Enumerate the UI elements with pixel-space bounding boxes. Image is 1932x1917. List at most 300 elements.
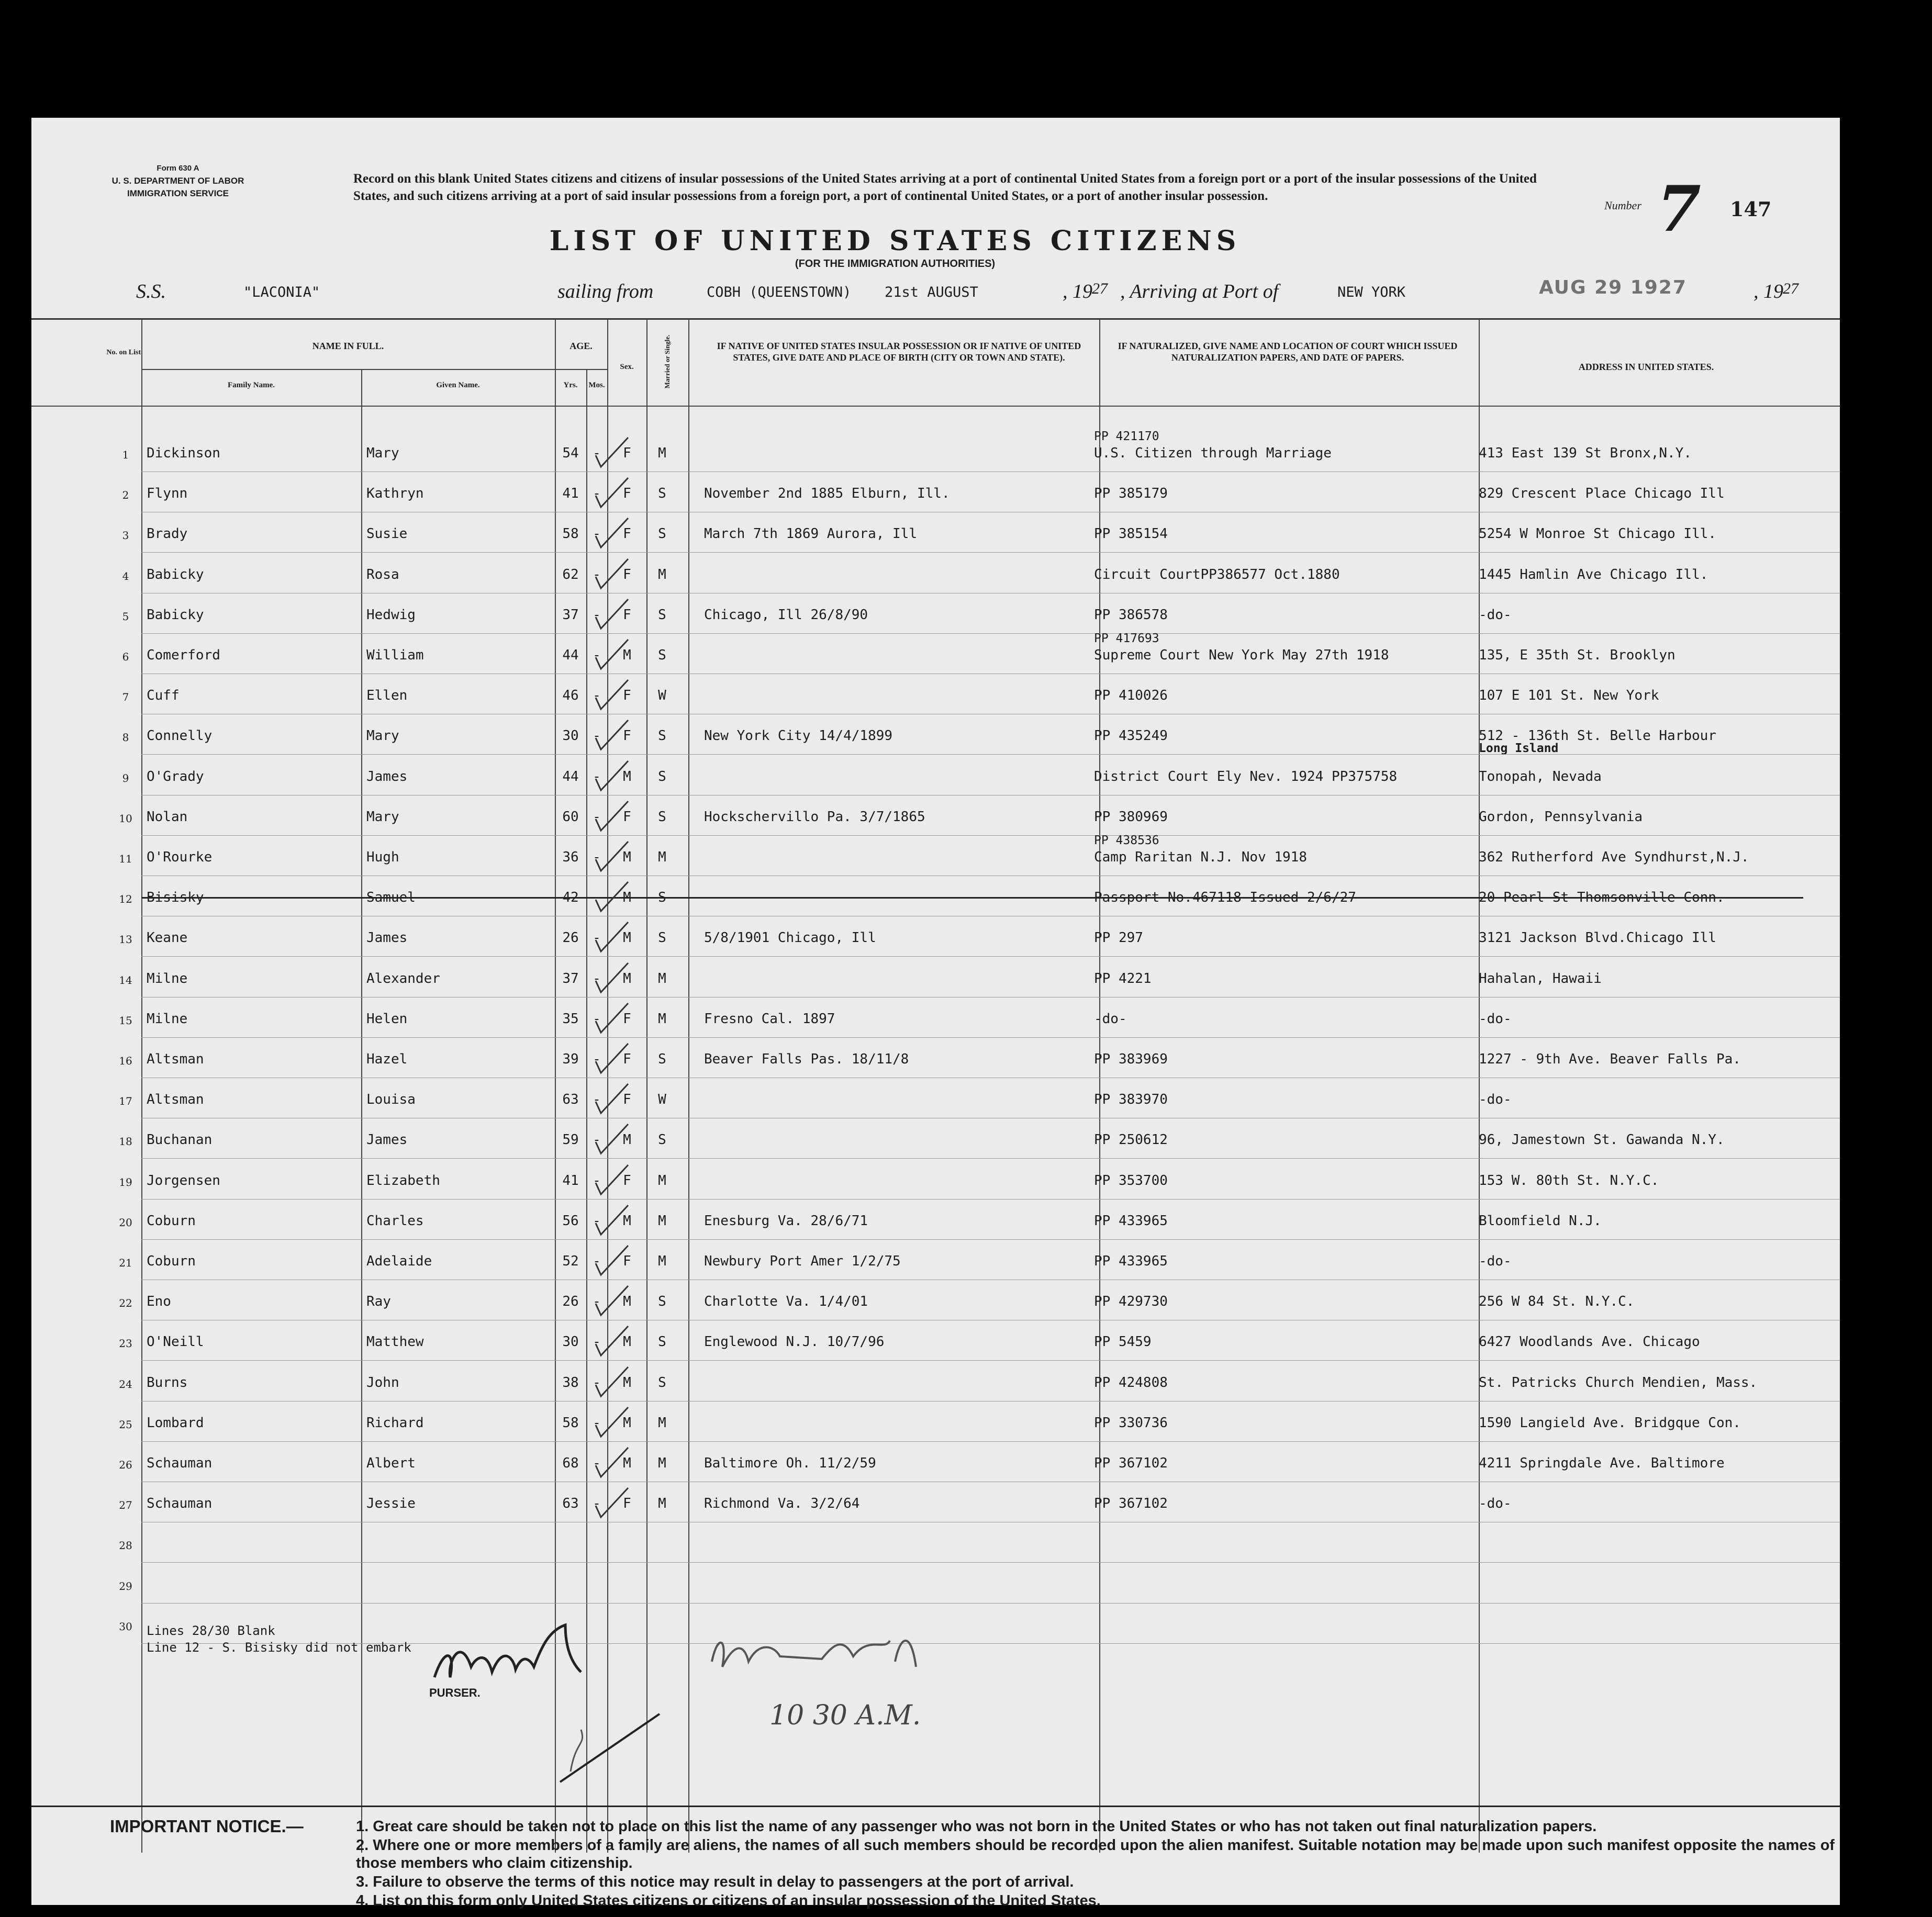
sex: F xyxy=(623,1092,631,1108)
naturalization-info: PP 5459 xyxy=(1094,1334,1152,1350)
given-name: Mary xyxy=(366,728,399,744)
marital-status: M xyxy=(658,1496,666,1512)
col-header-yrs: Yrs. xyxy=(563,381,578,389)
sex: F xyxy=(623,1496,631,1512)
row-number: 8 xyxy=(122,731,129,744)
arrival-year-suffix: 27 xyxy=(1783,280,1799,297)
table-row xyxy=(31,1038,1840,1078)
marital-status: M xyxy=(658,1172,666,1189)
given-name: James xyxy=(366,768,408,784)
marital-status: S xyxy=(658,1374,666,1391)
family-name: Bisisky xyxy=(147,890,204,906)
family-name: O'Rourke xyxy=(147,849,213,865)
passport-number: PP 421170 xyxy=(1094,430,1159,443)
row-number: 29 xyxy=(119,1579,132,1593)
check-mark xyxy=(591,434,633,471)
sex: M xyxy=(623,970,631,986)
row-number: 6 xyxy=(122,651,129,663)
family-name: Dickinson xyxy=(147,445,220,461)
given-name: James xyxy=(366,1132,408,1148)
table-row xyxy=(31,1078,1840,1118)
sex: M xyxy=(623,930,631,946)
table-row xyxy=(31,795,1840,836)
check-mark xyxy=(591,1081,633,1117)
age-months: - xyxy=(593,728,601,744)
naturalization-info: PP 250612 xyxy=(1094,1132,1168,1148)
naturalization-info: PP 383970 xyxy=(1094,1092,1168,1108)
family-name: Jorgensen xyxy=(147,1172,220,1189)
table-row xyxy=(31,1159,1840,1199)
check-mark xyxy=(591,1040,633,1077)
naturalization-info: PP 385154 xyxy=(1094,526,1168,542)
row-number: 3 xyxy=(122,529,129,542)
us-address: 135, E 35th St. Brooklyn xyxy=(1479,647,1676,663)
departure-port: COBH (QUEENSTOWN) xyxy=(707,284,852,300)
row-number: 24 xyxy=(119,1377,132,1391)
naturalization-info: PP 385179 xyxy=(1094,486,1168,502)
sex: M xyxy=(623,1294,631,1310)
age-years: 41 xyxy=(562,1172,579,1189)
table-row xyxy=(31,714,1840,755)
col-header-birth: IF NATIVE OF UNITED STATES INSULAR POSSESSION OR IF NATIVE OF UNITED STATES, GIVE DATE AND PLACE OF BIRTH (CITY OR TOWN AND STATE). xyxy=(717,341,1081,363)
passport-number: PP 417693 xyxy=(1094,632,1159,645)
age-months: - xyxy=(593,1334,601,1350)
marital-status: S xyxy=(658,486,666,502)
us-address: 256 W 84 St. N.Y.C. xyxy=(1479,1294,1635,1310)
col-header-married: Married or Single. xyxy=(663,334,671,389)
row-number: 30 xyxy=(119,1620,132,1633)
us-address: -do- xyxy=(1479,1253,1512,1269)
form-number: Form 630 A xyxy=(157,164,199,173)
birth-info: Baltimore Oh. 11/2/59 xyxy=(704,1455,876,1471)
age-years: 37 xyxy=(562,607,579,623)
row-number: 17 xyxy=(119,1095,132,1108)
marital-status: M xyxy=(658,566,666,582)
table-row xyxy=(31,553,1840,593)
birth-info: Englewood N.J. 10/7/96 xyxy=(704,1334,885,1350)
age-months: - xyxy=(593,566,601,582)
age-months: - xyxy=(593,809,601,825)
check-mark xyxy=(591,960,633,996)
check-mark xyxy=(591,677,633,713)
table-row xyxy=(31,1240,1840,1280)
family-name: Babicky xyxy=(147,607,204,623)
us-address: Hahalan, Hawaii xyxy=(1479,970,1602,986)
given-name: Mary xyxy=(366,445,399,461)
table-row xyxy=(31,1361,1840,1402)
birth-info: New York City 14/4/1899 xyxy=(704,728,893,744)
inspector-annotation xyxy=(696,1615,1010,1751)
age-months: - xyxy=(593,930,601,946)
birth-info: Enesburg Va. 28/6/71 xyxy=(704,1213,868,1229)
given-name: Richard xyxy=(366,1415,424,1431)
given-name: John xyxy=(366,1374,399,1391)
family-name: Babicky xyxy=(147,566,204,582)
age-months: - xyxy=(593,647,601,663)
list-notes xyxy=(147,1622,411,1656)
age-years: 42 xyxy=(562,890,579,906)
us-address: 512 - 136th St. Belle Harbour xyxy=(1479,728,1716,744)
table-row xyxy=(31,1199,1840,1240)
marital-status: M xyxy=(658,445,666,461)
arrival-port: NEW YORK xyxy=(1337,284,1406,300)
us-address: Tonopah, Nevada xyxy=(1479,768,1602,784)
us-address: 4211 Springdale Ave. Baltimore xyxy=(1479,1455,1725,1471)
family-name: Brady xyxy=(147,526,188,542)
age-years: 38 xyxy=(562,1374,579,1391)
sex: M xyxy=(623,1334,631,1350)
birth-info: Hockschervillo Pa. 3/7/1865 xyxy=(704,809,925,825)
list-number: 7 xyxy=(1649,172,1708,246)
us-address: -do- xyxy=(1479,1011,1512,1027)
naturalization-info: PP 433965 xyxy=(1094,1213,1168,1229)
header-bottom-rule xyxy=(31,406,1840,407)
naturalization-info: Camp Raritan N.J. Nov 1918 xyxy=(1094,849,1307,865)
check-mark xyxy=(591,1000,633,1037)
row-number: 1 xyxy=(122,449,129,461)
age-months: - xyxy=(593,890,601,906)
row-number: 4 xyxy=(122,569,129,582)
us-address: 1445 Hamlin Ave Chicago Ill. xyxy=(1479,566,1708,582)
given-name: Matthew xyxy=(366,1334,424,1350)
arrival-date-stamp: AUG 29 1927 xyxy=(1539,277,1687,298)
ss-label: S.S. xyxy=(136,281,166,302)
row-number: 9 xyxy=(122,771,129,784)
age-years: 36 xyxy=(562,849,579,865)
table-row xyxy=(31,593,1840,634)
sex: F xyxy=(623,445,631,461)
age-months: - xyxy=(593,607,601,623)
check-mark xyxy=(591,1283,633,1319)
age-years: 44 xyxy=(562,768,579,784)
departure-date: 21st AUGUST xyxy=(885,284,978,300)
row-number: 18 xyxy=(119,1135,132,1148)
row-number: 22 xyxy=(119,1297,132,1310)
us-address: 5254 W Monroe St Chicago Ill. xyxy=(1479,526,1716,542)
table-row xyxy=(31,997,1840,1038)
birth-info: Charlotte Va. 1/4/01 xyxy=(704,1294,868,1310)
check-mark xyxy=(591,1444,633,1481)
age-months: - xyxy=(593,1455,601,1471)
marital-status: M xyxy=(658,1455,666,1471)
given-name: Louisa xyxy=(366,1092,416,1108)
sex: F xyxy=(623,607,631,623)
given-name: Adelaide xyxy=(366,1253,432,1269)
naturalization-info: PP 367102 xyxy=(1094,1455,1168,1471)
number-label: Number xyxy=(1604,199,1641,212)
age-months: - xyxy=(593,1132,601,1148)
given-name: Elizabeth xyxy=(366,1172,440,1189)
row-number: 13 xyxy=(119,933,132,946)
sailing-label: sailing from xyxy=(557,281,654,302)
marital-status: S xyxy=(658,1132,666,1148)
age-years: 63 xyxy=(562,1496,579,1512)
table-row xyxy=(31,1320,1840,1361)
manifest-sheet xyxy=(31,118,1840,1909)
check-mark xyxy=(591,556,633,592)
family-name: Schauman xyxy=(147,1455,213,1471)
arrival-year-prefix: , 19 xyxy=(1754,281,1783,302)
age-years: 35 xyxy=(562,1011,579,1027)
marital-status: S xyxy=(658,809,666,825)
age-months: - xyxy=(593,849,601,865)
given-name: Hedwig xyxy=(366,607,416,623)
age-months: - xyxy=(593,445,601,461)
us-address: -do- xyxy=(1479,607,1512,623)
table-row xyxy=(31,1522,1840,1563)
col-header-sex: Sex. xyxy=(620,363,634,371)
naturalization-info: PP 410026 xyxy=(1094,688,1168,704)
us-address: St. Patricks Church Mendien, Mass. xyxy=(1479,1374,1758,1391)
check-mark xyxy=(555,1709,670,1787)
check-mark xyxy=(591,1242,633,1279)
us-address: 362 Rutherford Ave Syndhurst,N.J. xyxy=(1479,849,1749,865)
purser-signature xyxy=(424,1615,612,1698)
check-mark xyxy=(591,919,633,956)
sex: M xyxy=(623,849,631,865)
sex: F xyxy=(623,1051,631,1067)
age-months: - xyxy=(593,1294,601,1310)
table-row xyxy=(31,1442,1840,1482)
notice-item: 4. List on this form only United States citizens or citizens of an insular possession of the United States. xyxy=(356,1892,1101,1909)
age-months: - xyxy=(593,1415,601,1431)
age-years: 60 xyxy=(562,809,579,825)
sex: F xyxy=(623,526,631,542)
notice-item: 2. Where one or more members of a family are aliens, the names of all such members should be recorded upon the alien manifest. Suitable notation may be made upon such manifest opposite the names of those members who claim citizenship. xyxy=(356,1837,1835,1871)
family-name: Milne xyxy=(147,970,188,986)
strikethrough-line xyxy=(141,897,1803,899)
col-header-family: Family Name. xyxy=(228,381,275,389)
service-name: IMMIGRATION SERVICE xyxy=(127,188,229,198)
naturalization-info: PP 380969 xyxy=(1094,809,1168,825)
marital-status: S xyxy=(658,768,666,784)
sex: F xyxy=(623,728,631,744)
given-name: Rosa xyxy=(366,566,399,582)
us-address: 829 Crescent Place Chicago Ill xyxy=(1479,486,1725,502)
age-months: - xyxy=(593,1213,601,1229)
marital-status: S xyxy=(658,647,666,663)
row-number: 23 xyxy=(119,1337,132,1350)
family-name: Keane xyxy=(147,930,188,946)
year-prefix: , 19 xyxy=(1063,281,1092,302)
naturalization-info: PP 353700 xyxy=(1094,1172,1168,1189)
given-name: Ellen xyxy=(366,688,408,704)
table-row xyxy=(31,634,1840,674)
naturalization-info: PP 429730 xyxy=(1094,1294,1168,1310)
family-name: O'Neill xyxy=(147,1334,204,1350)
age-years: 58 xyxy=(562,1415,579,1431)
row-number: 25 xyxy=(119,1418,132,1431)
marital-status: W xyxy=(658,1092,666,1108)
age-months: - xyxy=(593,688,601,704)
birth-info: Newbury Port Amer 1/2/75 xyxy=(704,1253,901,1269)
given-name: Alexander xyxy=(366,970,440,986)
row-number: 12 xyxy=(119,893,132,906)
check-mark xyxy=(591,475,633,511)
sex: F xyxy=(623,809,631,825)
birth-info: Richmond Va. 3/2/64 xyxy=(704,1496,860,1512)
age-years: 54 xyxy=(562,445,579,461)
family-name: Lombard xyxy=(147,1415,204,1431)
age-months: - xyxy=(593,1011,601,1027)
us-address: 1227 - 9th Ave. Beaver Falls Pa. xyxy=(1479,1051,1741,1067)
row-number: 28 xyxy=(119,1539,132,1552)
check-mark xyxy=(591,1404,633,1441)
given-name: James xyxy=(366,930,408,946)
row-number: 26 xyxy=(119,1459,132,1471)
passport-number: PP 438536 xyxy=(1094,834,1159,847)
marital-status: S xyxy=(658,930,666,946)
row-number: 7 xyxy=(122,691,129,704)
us-address: 153 W. 80th St. N.Y.C. xyxy=(1479,1172,1659,1189)
sex: M xyxy=(623,1455,631,1471)
age-years: 37 xyxy=(562,970,579,986)
us-address: Bloomfield N.J. xyxy=(1479,1213,1602,1229)
row-number: 11 xyxy=(119,853,132,865)
us-address-line2: Long Island xyxy=(1479,742,1559,756)
form-identifier xyxy=(99,162,256,200)
check-mark xyxy=(591,1364,633,1400)
notice-list xyxy=(356,1818,1853,1911)
naturalization-info: PP 424808 xyxy=(1094,1374,1168,1391)
row-number: 5 xyxy=(122,610,129,623)
check-mark xyxy=(591,1202,633,1239)
col-header-mos: Mos. xyxy=(588,381,605,389)
check-mark xyxy=(591,1323,633,1360)
sex: F xyxy=(623,688,631,704)
marital-status: M xyxy=(658,1415,666,1431)
table-row xyxy=(31,1563,1840,1604)
naturalization-info: Circuit CourtPP386577 Oct.1880 xyxy=(1094,566,1340,582)
naturalization-info: PP 330736 xyxy=(1094,1415,1168,1431)
subheader-rule xyxy=(141,369,607,370)
marital-status: S xyxy=(658,607,666,623)
check-mark xyxy=(591,717,633,754)
us-address: Gordon, Pennsylvania xyxy=(1479,809,1643,825)
page-number: 147 xyxy=(1730,197,1772,221)
marital-status: M xyxy=(658,849,666,865)
age-months: - xyxy=(593,768,601,784)
birth-info: 5/8/1901 Chicago, Ill xyxy=(704,930,876,946)
birth-info: March 7th 1869 Aurora, Ill xyxy=(704,526,917,542)
table-row xyxy=(31,876,1840,916)
age-years: 46 xyxy=(562,688,579,704)
given-name: Helen xyxy=(366,1011,408,1027)
arriving-label: , Arriving at Port of xyxy=(1120,281,1279,302)
check-mark xyxy=(591,838,633,875)
us-address: 107 E 101 St. New York xyxy=(1479,688,1659,704)
table-row xyxy=(31,472,1840,512)
given-name: Samuel xyxy=(366,890,416,906)
sex: M xyxy=(623,1415,631,1431)
ship-name: "LACONIA" xyxy=(243,284,320,300)
col-header-naturalized: IF NATURALIZED, GIVE NAME AND LOCATION OF COURT WHICH ISSUED NATURALIZATION PAPERS, AND DATE OF PAPERS. xyxy=(1118,341,1458,363)
age-months: - xyxy=(593,1374,601,1391)
age-years: 52 xyxy=(562,1253,579,1269)
row-number: 16 xyxy=(119,1055,132,1067)
family-name: Milne xyxy=(147,1011,188,1027)
given-name: William xyxy=(366,647,424,663)
marital-status: M xyxy=(658,1213,666,1229)
us-address: 413 East 139 St Bronx,N.Y. xyxy=(1479,445,1692,461)
check-mark xyxy=(591,1162,633,1198)
intro-instructions: Record on this blank United States citizens and citizens of insular possessions of the United States arriving at a port of continental United States from a foreign port or a port of the insular possessions of the United States, and such citizens arriving at a port of said insular possessions from a foreign port, a port of continental United States, or a port of another insular possession. xyxy=(353,172,1537,203)
age-years: 62 xyxy=(562,566,579,582)
naturalization-info: District Court Ely Nev. 1924 PP375758 xyxy=(1094,768,1398,784)
family-name: Cuff xyxy=(147,688,180,704)
table-row xyxy=(31,957,1840,997)
family-name: Buchanan xyxy=(147,1132,213,1148)
header-rule xyxy=(31,318,1840,320)
purser-label: PURSER. xyxy=(429,1686,481,1699)
family-name: Connelly xyxy=(147,728,213,744)
us-address: 6427 Woodlands Ave. Chicago xyxy=(1479,1334,1700,1350)
table-row xyxy=(31,512,1840,553)
naturalization-info: Supreme Court New York May 27th 1918 xyxy=(1094,647,1389,663)
family-name: Altsman xyxy=(147,1092,204,1108)
check-mark xyxy=(591,515,633,552)
table-row xyxy=(31,916,1840,957)
age-months: - xyxy=(593,1172,601,1189)
family-name: Schauman xyxy=(147,1496,213,1512)
us-address: -do- xyxy=(1479,1496,1512,1512)
sex: F xyxy=(623,566,631,582)
given-name: Hazel xyxy=(366,1051,408,1067)
us-address: -do- xyxy=(1479,1092,1512,1108)
family-name: Burns xyxy=(147,1374,188,1391)
age-years: 39 xyxy=(562,1051,579,1067)
naturalization-info: PP 386578 xyxy=(1094,607,1168,623)
sex: M xyxy=(623,1213,631,1229)
page-subtitle: (FOR THE IMMIGRATION AUTHORITIES) xyxy=(795,258,996,270)
age-years: 26 xyxy=(562,930,579,946)
row-number: 20 xyxy=(119,1216,132,1229)
col-header-name: NAME IN FULL. xyxy=(312,341,384,351)
table-row xyxy=(31,836,1840,876)
sex: F xyxy=(623,1253,631,1269)
check-mark xyxy=(591,758,633,794)
age-years: 26 xyxy=(562,1294,579,1310)
footer-rule xyxy=(31,1806,1840,1807)
voyage-line xyxy=(136,277,1811,306)
age-months: - xyxy=(593,1253,601,1269)
family-name: Flynn xyxy=(147,486,188,502)
marital-status: S xyxy=(658,1334,666,1350)
age-months: - xyxy=(593,970,601,986)
marital-status: S xyxy=(658,526,666,542)
row-number: 10 xyxy=(119,812,132,825)
marital-status: M xyxy=(658,970,666,986)
note-blank-lines: Lines 28/30 Blank xyxy=(147,1623,275,1638)
marital-status: S xyxy=(658,890,666,906)
col-header-age: AGE. xyxy=(569,341,593,351)
row-number: 27 xyxy=(119,1499,132,1512)
given-name: Charles xyxy=(366,1213,424,1229)
naturalization-info: PP 297 xyxy=(1094,930,1143,946)
age-years: 58 xyxy=(562,526,579,542)
birth-info: November 2nd 1885 Elburn, Ill. xyxy=(704,486,950,502)
note-not-embarked: Line 12 - S. Bisisky did not embark xyxy=(147,1640,411,1655)
table-row xyxy=(31,1402,1840,1442)
notice-item: 1. Great care should be taken not to place on this list the name of any passenger who was not born in the United States or who has not taken out final naturalization papers. xyxy=(356,1818,1597,1835)
naturalization-info: PP 435249 xyxy=(1094,728,1168,744)
family-name: Altsman xyxy=(147,1051,204,1067)
age-years: 41 xyxy=(562,486,579,502)
sex: F xyxy=(623,486,631,502)
age-years: 56 xyxy=(562,1213,579,1229)
age-years: 63 xyxy=(562,1092,579,1108)
age-months: - xyxy=(593,486,601,502)
